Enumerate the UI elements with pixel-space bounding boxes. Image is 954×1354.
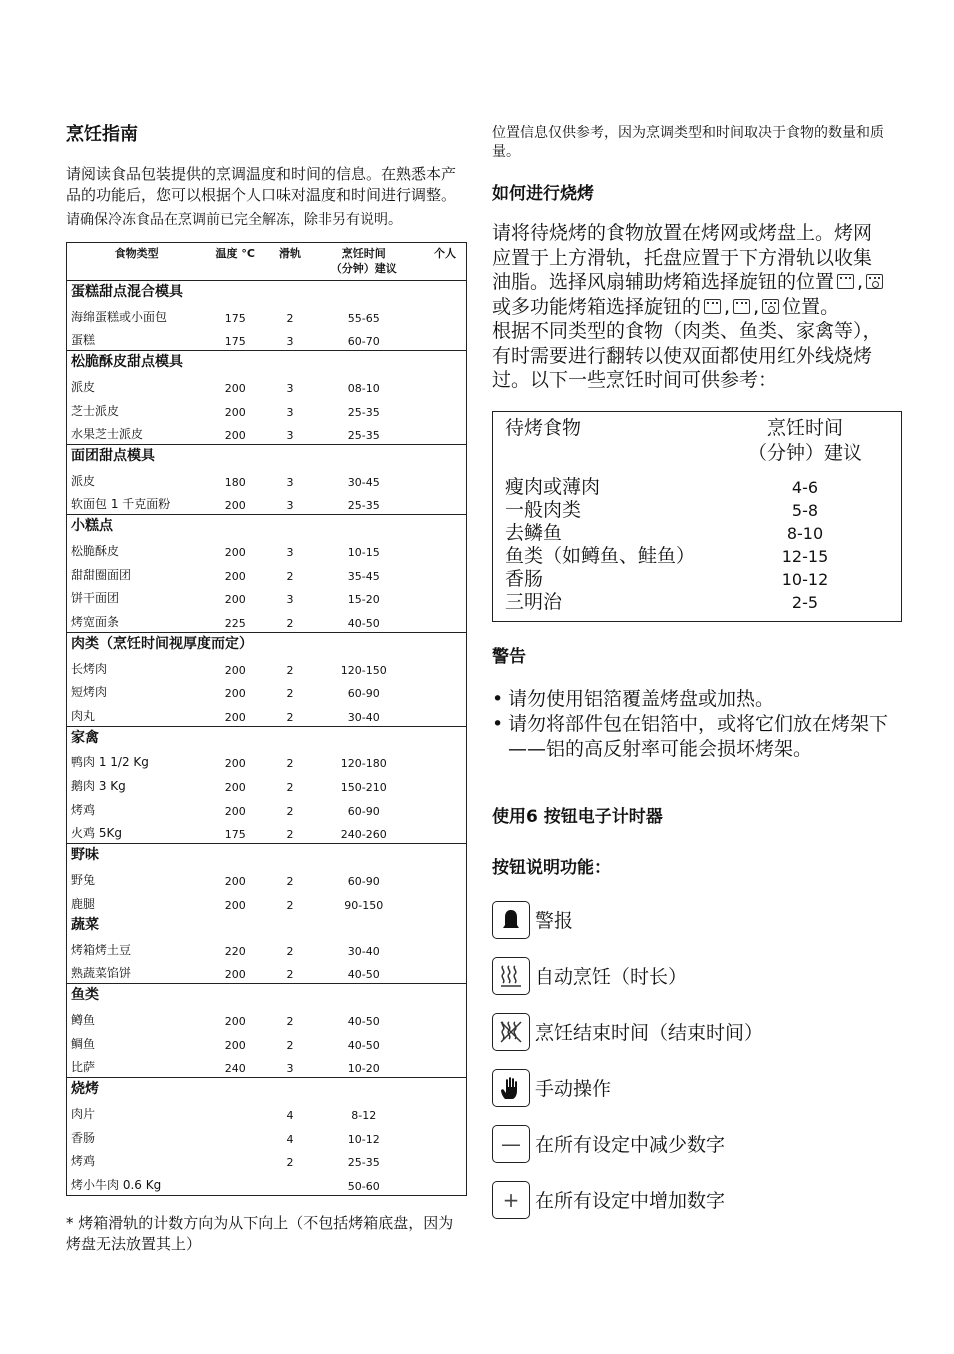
personal	[412, 1006, 467, 1030]
grill-food: 去鳞鱼	[505, 521, 563, 544]
personal	[412, 1030, 467, 1054]
shelf: 2	[286, 968, 294, 982]
table-group-row	[67, 914, 467, 936]
table-group-row	[67, 281, 467, 304]
table-row	[67, 960, 467, 984]
right-column	[492, 124, 890, 1228]
temperature: 175	[224, 335, 246, 349]
table-row	[67, 303, 467, 327]
cook-time: 08-10	[347, 381, 380, 395]
group-title: 松脆酥皮甜点模具	[67, 351, 467, 374]
food-name: 鹿腿	[71, 896, 96, 911]
grill-food: 三明治	[505, 590, 563, 613]
group-title: 家禽	[67, 726, 467, 749]
personal	[412, 960, 467, 984]
group-title: 面团甜点模具	[67, 444, 467, 467]
timer-button-row	[492, 1004, 890, 1060]
table-row	[67, 1171, 467, 1195]
table-row	[67, 561, 467, 585]
shelf: 3	[286, 428, 294, 442]
warning-item: • 请勿将部件包在铝箔中，或将它们放在烤架下——铝的高反射率可能会损坏烤架。	[492, 712, 890, 762]
shelf: 2	[286, 1014, 294, 1028]
buttons-heading: 按钮说明功能：	[492, 857, 611, 878]
timer-button-row	[492, 1172, 890, 1228]
food-name: 芝士派皮	[71, 403, 120, 418]
warning-list	[492, 687, 890, 762]
cook-time: 25-35	[347, 1156, 380, 1170]
table-group-row	[67, 351, 467, 374]
grill-time: 8-10	[786, 523, 824, 543]
hand-icon	[492, 1069, 530, 1107]
table-row	[67, 1030, 467, 1054]
temperature: 200	[224, 405, 246, 419]
shelf: 2	[286, 1156, 294, 1170]
food-name: 蛋糕	[71, 333, 96, 348]
table-row	[67, 796, 467, 820]
food-name: 烤宽面条	[71, 614, 120, 629]
table-group-row	[67, 632, 467, 655]
temperature: 200	[224, 545, 246, 559]
grill-time-table	[492, 411, 902, 622]
personal	[412, 655, 467, 679]
timer-button-label: 烹饪结束时间（结束时间）	[535, 1022, 764, 1044]
shelf: 2	[286, 828, 294, 842]
table-row	[67, 749, 467, 773]
food-name: 烤鸡	[71, 1154, 96, 1169]
food-name: 香肠	[71, 1130, 96, 1145]
table-row	[67, 397, 467, 421]
grill-row	[505, 499, 889, 522]
timer-button-row	[492, 892, 890, 948]
position-note: 位置信息仅供参考，因为烹调类型和时间取决于食物的数量和质量。	[492, 125, 884, 160]
grill-row	[505, 522, 889, 545]
personal	[412, 397, 467, 421]
table-row	[67, 679, 467, 703]
temperature	[206, 1100, 264, 1124]
grill-time: 10-12	[781, 569, 829, 589]
grill-row	[505, 545, 889, 568]
timer-button-label: 在所有设定中增加数字	[535, 1190, 726, 1212]
plus-icon: +	[492, 1181, 530, 1219]
food-name: 鲷鱼	[71, 1036, 96, 1051]
table-row	[67, 1054, 467, 1078]
shelf	[264, 1171, 316, 1195]
temperature: 200	[224, 428, 246, 442]
personal	[412, 1054, 467, 1078]
shelf: 3	[286, 593, 294, 607]
grill-head-time-1: 烹饪时间	[766, 416, 843, 439]
col-temperature: 温度 °C	[215, 247, 255, 260]
food-name: 水果芝士派皮	[71, 426, 144, 441]
food-name: 肉丸	[71, 708, 96, 723]
personal	[412, 890, 467, 914]
bell-icon	[492, 901, 530, 939]
cook-time: 40-50	[347, 1014, 380, 1028]
temperature: 200	[224, 968, 246, 982]
temperature: 200	[224, 593, 246, 607]
cook-time: 30-40	[347, 944, 380, 958]
shelf: 2	[286, 944, 294, 958]
left-column	[66, 120, 468, 1255]
group-title: 蔬菜	[71, 916, 99, 933]
cook-time: 120-150	[340, 663, 387, 677]
food-name: 派皮	[71, 379, 96, 394]
grill-full-icon	[733, 299, 750, 314]
personal	[412, 1100, 467, 1124]
personal	[412, 866, 467, 890]
temperature: 175	[224, 311, 246, 325]
grill-food: 一般肉类	[505, 498, 582, 521]
personal	[412, 585, 467, 609]
grill-time: 12-15	[781, 546, 829, 566]
table-row	[67, 421, 467, 445]
personal	[412, 1171, 467, 1195]
table-row	[67, 491, 467, 515]
timer-button-label: 在所有设定中减少数字	[535, 1134, 726, 1156]
personal	[412, 702, 467, 726]
temperature: 200	[224, 710, 246, 724]
shelf: 2	[286, 616, 294, 630]
personal	[412, 421, 467, 445]
col-shelf: 滑轨	[279, 247, 302, 260]
personal	[412, 373, 467, 397]
grill-food: 瘦肉或薄肉	[505, 475, 601, 498]
minus-icon: —	[492, 1125, 530, 1163]
group-title: 野味	[67, 844, 467, 867]
table-row	[67, 327, 467, 351]
personal	[412, 936, 467, 960]
personal	[412, 561, 467, 585]
temperature	[206, 1148, 264, 1172]
col-food-type: 食物类型	[114, 247, 159, 260]
cook-time: 10-15	[347, 545, 380, 559]
button-list	[492, 892, 890, 1228]
warning-item: • 请勿使用铝箔覆盖烤盘或加热。	[492, 687, 890, 712]
temperature: 200	[224, 757, 246, 771]
table-row	[67, 820, 467, 844]
food-name: 肉片	[71, 1106, 96, 1121]
cook-time: 25-35	[347, 405, 380, 419]
grill-time: 2-5	[791, 592, 819, 612]
food-name: 甜甜圈面团	[71, 567, 132, 582]
table-row	[67, 467, 467, 491]
cook-time: 60-90	[347, 875, 380, 889]
table-group-row	[67, 444, 467, 467]
grill-head-food: 待烤食物	[505, 416, 582, 439]
cook-time: 40-50	[347, 1038, 380, 1052]
shelf: 3	[286, 405, 294, 419]
food-name: 鸭肉 1 1/2 Kg	[71, 755, 149, 770]
table-row	[67, 1006, 467, 1030]
temperature: 240	[224, 1061, 246, 1075]
temperature: 200	[224, 875, 246, 889]
table-group-row	[67, 726, 467, 749]
personal	[412, 679, 467, 703]
cook-time: 150-210	[340, 781, 387, 795]
table-row	[67, 1148, 467, 1172]
temperature: 200	[224, 781, 246, 795]
shelf: 3	[286, 1061, 294, 1075]
cook-time: 60-70	[347, 335, 380, 349]
food-name: 熟蔬菜馅饼	[71, 966, 132, 981]
cook-time: 55-65	[347, 311, 380, 325]
cook-duration-icon	[492, 957, 530, 995]
personal	[412, 491, 467, 515]
food-name: 野兔	[71, 873, 96, 888]
temperature: 200	[224, 1014, 246, 1028]
grill-time: 4-6	[791, 477, 819, 497]
table-row	[67, 936, 467, 960]
cook-time: 90-150	[344, 898, 384, 912]
shelf: 3	[286, 475, 294, 489]
grill-fan-icon	[866, 274, 883, 289]
personal	[412, 537, 467, 561]
food-name: 松脆酥皮	[71, 543, 120, 558]
cook-time: 15-20	[347, 593, 380, 607]
shelf: 2	[286, 805, 294, 819]
temperature: 200	[224, 381, 246, 395]
temperature	[206, 1124, 264, 1148]
cook-time: 10-20	[347, 1061, 380, 1075]
table-row	[67, 702, 467, 726]
temperature: 225	[224, 616, 246, 630]
personal	[412, 749, 467, 773]
food-name: 鹅肉 3 Kg	[71, 779, 126, 794]
timer-button-label: 警报	[535, 910, 574, 932]
table-row	[67, 373, 467, 397]
food-name: 烤箱烤土豆	[71, 942, 132, 957]
cook-time: 40-50	[347, 616, 380, 630]
timer-button-row	[492, 1116, 890, 1172]
intro-paragraph: 请阅读食品包装提供的烹调温度和时间的信息。在熟悉本产品的功能后，您可以根据个人口味对温度和时间进行调整。	[66, 165, 457, 204]
temperature: 200	[224, 687, 246, 701]
table-row	[67, 890, 467, 914]
grill-food: 香肠	[505, 567, 544, 590]
temperature	[206, 1171, 264, 1195]
shelf: 2	[286, 663, 294, 677]
grill-text-3: 位置。	[782, 295, 840, 318]
table-group-row	[67, 844, 467, 867]
food-name: 饼干面团	[71, 591, 120, 606]
grill-text-2: 或多功能烤箱选择旋钮的	[492, 295, 702, 318]
personal	[412, 772, 467, 796]
food-name: 烤鸡	[71, 803, 96, 818]
grill-head-time	[735, 416, 875, 466]
cook-time: 25-35	[347, 428, 380, 442]
grill-row	[505, 591, 889, 614]
personal	[412, 796, 467, 820]
grill-row	[505, 568, 889, 591]
table-group-row	[67, 1077, 467, 1100]
table-row	[67, 608, 467, 632]
grill-fan-icon	[762, 299, 779, 314]
table-group-row	[67, 515, 467, 538]
grill-head-time-2: （分钟）建议	[747, 441, 862, 464]
temperature: 220	[224, 944, 246, 958]
cook-time: 60-90	[347, 687, 380, 701]
personal	[412, 1148, 467, 1172]
cook-time: 35-45	[347, 569, 380, 583]
personal	[412, 1124, 467, 1148]
personal	[412, 327, 467, 351]
shelf: 2	[286, 311, 294, 325]
temperature: 180	[224, 475, 246, 489]
shelf: 3	[286, 499, 294, 513]
cook-time: 240-260	[340, 828, 387, 842]
shelf: 2	[286, 710, 294, 724]
cook-time: 25-35	[347, 499, 380, 513]
shelf: 2	[286, 757, 294, 771]
shelf: 2	[286, 687, 294, 701]
grill-row	[505, 476, 889, 499]
table-row	[67, 772, 467, 796]
table-row	[67, 1124, 467, 1148]
grill-turn-note: 根据不同类型的食物（肉类、鱼类、家禽等），有时需要进行翻转以使双面都使用红外线烧烤过。以下一些烹饪时间可供参考：	[492, 320, 882, 391]
group-title: 小糕点	[67, 515, 467, 538]
shelf: 2	[286, 569, 294, 583]
table-row	[67, 655, 467, 679]
temperature: 200	[224, 569, 246, 583]
group-title: 蛋糕甜点混合模具	[67, 281, 467, 304]
page-title: 烹饪指南	[66, 124, 138, 145]
personal	[412, 467, 467, 491]
shelf: 2	[286, 898, 294, 912]
shelf: 3	[286, 335, 294, 349]
timer-button-row	[492, 948, 890, 1004]
temperature: 200	[224, 499, 246, 513]
personal	[412, 608, 467, 632]
grill-food: 鱼类（如鳟鱼、鲑鱼）	[505, 544, 696, 567]
defrost-note: 请确保冷冻食品在烹调前已完全解冻，除非另有说明。	[66, 212, 402, 228]
shelf: 2	[286, 1038, 294, 1052]
grill-top-icon	[837, 274, 854, 289]
temperature: 200	[224, 1038, 246, 1052]
cook-time: 60-90	[347, 805, 380, 819]
temperature: 200	[224, 898, 246, 912]
timer-button-label: 手动操作	[535, 1078, 612, 1100]
food-name: 软面包 1 千克面粉	[71, 497, 171, 512]
table-group-row	[67, 984, 467, 1007]
grill-instructions: 请将待烧烤的食物放置在烤网或烤盘上。烤网应置于上方滑轨，托盘应置于下方滑轨以收集油脂。选择风扇辅助烤箱选择旋钮的位置 ,或多功能烤箱选择旋钮的 , , 位置。	[492, 221, 890, 319]
food-name: 烤小牛肉 0.6 Kg	[71, 1177, 162, 1192]
cook-time: 40-50	[347, 968, 380, 982]
food-name: 派皮	[71, 473, 96, 488]
temperature: 200	[224, 663, 246, 677]
shelf: 3	[286, 545, 294, 559]
col-personal: 个人	[434, 247, 456, 260]
grill-time: 5-8	[791, 500, 819, 520]
cook-time: 120-180	[340, 757, 387, 771]
personal	[412, 303, 467, 327]
timer-heading: 使用6 按钮电子计时器	[492, 806, 663, 827]
timer-button-label: 自动烹饪（时长）	[535, 966, 688, 988]
timer-button-row	[492, 1060, 890, 1116]
footnote: * 烤箱滑轨的计数方向为从下向上（不包括烤箱底盘，因为烤盘无法放置其上）	[66, 1213, 454, 1253]
cook-time: 30-40	[347, 710, 380, 724]
cooking-table	[66, 242, 467, 1196]
warning-heading: 警告	[492, 646, 526, 667]
group-title: 鱼类	[67, 984, 467, 1007]
shelf: 2	[286, 875, 294, 889]
grill-text-1: 请将待烧烤的食物放置在烤网或烤盘上。烤网应置于上方滑轨，托盘应置于下方滑轨以收集油脂。选择风扇辅助烤箱选择旋钮的位置	[492, 222, 873, 293]
cook-time: 10-12	[347, 1132, 380, 1146]
grill-heading: 如何进行烧烤	[492, 184, 594, 204]
table-row	[67, 537, 467, 561]
col-cook-time: 烹饪时间 （分钟）建议	[330, 247, 397, 275]
temperature: 200	[224, 805, 246, 819]
cook-time: 8-12	[351, 1108, 377, 1122]
food-name: 长烤肉	[71, 661, 108, 676]
table-row	[67, 1100, 467, 1124]
shelf: 4	[286, 1132, 294, 1146]
table-row	[67, 585, 467, 609]
shelf: 2	[286, 781, 294, 795]
group-title: 肉类（烹饪时间视厚度而定）	[67, 632, 467, 655]
table-row	[67, 866, 467, 890]
temperature: 175	[224, 828, 246, 842]
cook-time: 30-45	[347, 475, 380, 489]
food-name: 火鸡 5Kg	[71, 826, 122, 841]
cook-end-icon	[492, 1013, 530, 1051]
grill-top-icon	[704, 299, 721, 314]
personal	[412, 820, 467, 844]
food-name: 鳟鱼	[71, 1012, 96, 1027]
shelf: 4	[286, 1108, 294, 1122]
group-title: 烧烤	[67, 1077, 467, 1100]
shelf: 3	[286, 381, 294, 395]
cook-time: 50-60	[347, 1179, 380, 1193]
food-name: 短烤肉	[71, 685, 108, 700]
food-name: 比萨	[71, 1059, 96, 1074]
food-name: 海绵蛋糕或小面包	[71, 309, 168, 324]
